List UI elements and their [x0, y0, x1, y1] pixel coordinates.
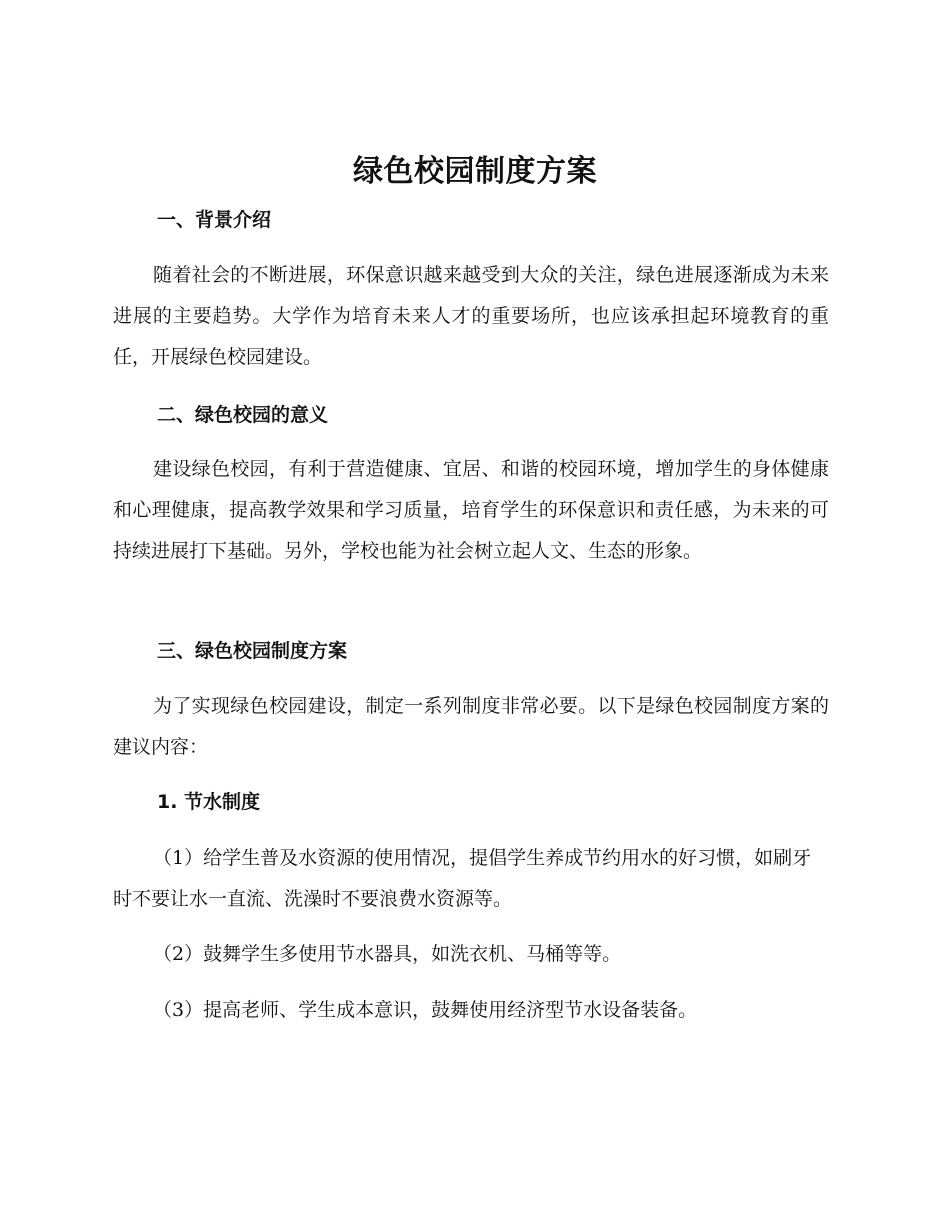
list-item: （3）提高老师、学生成本意识，鼓舞使用经济型节水设备装备。: [153, 999, 698, 1021]
section-paragraph-significance: 建设绿色校园，有利于营造健康、宜居、和谐的校园环境，增加学生的身体健康和心理健康，提高教学效果和学习质量，培育学生的环保意识和责任感，为未来的可持续进展打下基础。另外，学校也能为社会树立起人文、生态的形象。: [113, 458, 829, 562]
section-heading-significance: 二、绿色校园的意义: [157, 404, 329, 426]
document-title: 绿色校园制度方案: [353, 154, 597, 189]
section-paragraph-background: 随着社会的不断进展，环保意识越来越受到大众的关注，绿色进展逐渐成为未来进展的主要趋势。大学作为培育未来人才的重要场所，也应该承担起环境教育的重任，开展绿色校园建设。: [113, 264, 829, 368]
list-item: （1）给学生普及水资源的使用情况，提倡学生养成节约用水的好习惯，如刷牙时不要让水一直流、洗澡时不要浪费水资源等。: [113, 847, 812, 910]
section-heading-background: 一、背景介绍: [157, 209, 272, 231]
list-item: （2）鼓舞学生多使用节水器具，如洗衣机、马桶等等。: [153, 943, 622, 965]
section-paragraph-plan: 为了实现绿色校园建设，制定一系列制度非常必要。以下是绿色校园制度方案的建议内容：: [113, 695, 829, 758]
section-heading-plan: 三、绿色校园制度方案: [157, 640, 348, 662]
subsection-heading-water-saving: 1. 节水制度: [157, 791, 261, 813]
